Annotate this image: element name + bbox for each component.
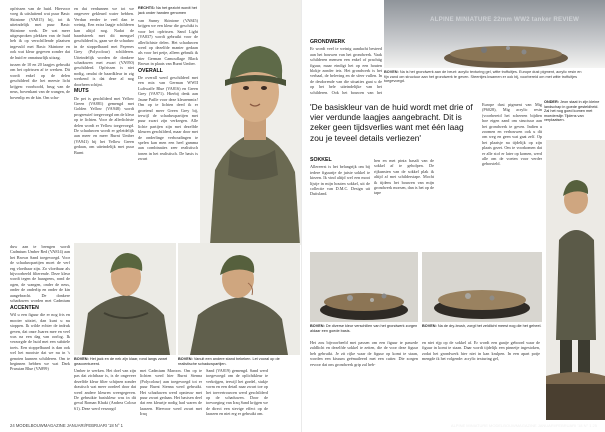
caption-text: De diverse kleur verschillen van het grondwerk zorgen aldaar een goede basis. xyxy=(310,324,418,333)
left-column-3-top xyxy=(138,18,198,242)
caption-photo-jacket xyxy=(74,357,174,366)
caption-base-2 xyxy=(422,324,542,329)
base-photo-2 xyxy=(422,252,542,322)
right-column-1-mid xyxy=(310,156,370,246)
right-page xyxy=(302,0,605,432)
figure-side-illustration xyxy=(178,243,300,355)
paragraph: Umber te werken. Het doel van zijn pas dat zichtbaar is, is de ongeveer dezelfde kleur filter schijnen zonder drastisch wat meer oordeel door dat werd andere kleuren weergegeven. De gebruikte basiskleur was in dit geval Roman Khaki (Andrea Colour 61). Deze werd verzorgd xyxy=(74,368,136,411)
paragraph: Allereerst is het belangrijk om bij iedere figuurtje de juiste sokkel te kiezen. Ik vind altijd wel een mooi lijstje in mijn houten sokkel, uit de collectie van D.M.C. Design uit Duitsland. xyxy=(310,164,370,197)
caption-label: BOVEN: xyxy=(384,70,399,74)
overall-heading: OVERALL xyxy=(138,67,163,74)
left-bottom-column-2 xyxy=(140,368,202,420)
base-2-illustration xyxy=(422,252,542,322)
caption-label: ONDER: xyxy=(544,100,559,104)
base-1-illustration xyxy=(310,252,418,322)
caption-text: Na de dry-brush, zorgt het zeldlicht meest nog die het geheel. xyxy=(437,324,542,328)
left-column-1-mid xyxy=(10,244,70,304)
paragraph: Sand (VA819) gemengd. Sand werd toegevoegd om de oplichtkleur te verkrijgen, terwijl het gordel, stukje vorm en een detail naar zwart toe op het toevertrouwen werd geschilderd op de schaduwen. Door de toevoeging van Iraq Sand krijgen we de direct een stevige effect op de laarzen en niet erg er gebruikt om. xyxy=(206,368,268,417)
right-bottom-column-2 xyxy=(422,340,540,420)
caption-label: BOVEN: xyxy=(178,357,193,361)
figure-photo-side xyxy=(178,243,300,355)
caption-base-1 xyxy=(310,324,418,333)
left-page xyxy=(0,0,302,432)
left-column-1-bottom xyxy=(10,304,70,420)
caption-text: Na het gezicht wordt het jack onder handen genomen xyxy=(138,6,197,15)
caption-text: Na is het grondwerk aan de beurt: acrylic texturing gel, witte troffuitjes. Europe dust pigment, acrylic resin en fijn zand om structuur aan het grondwerk te geven. Steentjes kwamen er ook bij, voorbereid om met witte troffuitjes toegevoegd. xyxy=(384,70,582,84)
figure-jacket-illustration xyxy=(74,243,176,355)
accenten-heading: ACCENTEN xyxy=(10,305,39,311)
caption-label: BOVEN: xyxy=(310,324,325,328)
paragraph: De overall werd geschilderd met een mix van German WWII Luftwaffe Blue (VA816) en Green Grey (VA971). Hierbij denk aan Jaune Paille voor deze kleurenmix! Om op te lichten deed ik er groeiend meer Green Grey bij, terwijl de schaduwpartijen met puur zwart zijn verkregen. Alle lichte partijen zijn met dezelfde kleuren geschilderd, maar door met de onderlinge verhoudingen te spelen kan men een heel gamma aan combinaties zeer realistisch tonen in het realistisch. De basis is zwart xyxy=(138,75,198,162)
caption-text: Jeon staat in zijn kleine landschap in goede gesteldheid. Zal het nog goed komen met moederslijn Tijdens van verplaatsen. xyxy=(544,100,600,123)
paragraph: en dat verdunnen we tot we ongeveer gekleurd water hebben. Verdun eerder te veel dan te weinig. Een extra laagje schilderen kan altijd nog. Nadat de baardstreek met dit mengsel geschilderd is, gaan we de schaduw in de stoppelbaard met Payenes Grey (Polycolour) schilderen. Uiteindelijk worden de donkere schaduwen met zwart (VA950) geschilderd. Opfrissen is niet nodig, omdat de baardkleur in zig werkend is dat deze al nog doorheen schijnt. xyxy=(74,6,134,87)
left-column-2-top xyxy=(74,6,134,242)
right-column-3-mid xyxy=(482,102,542,246)
figure-photo-large xyxy=(200,0,302,245)
caption-rechts xyxy=(138,6,198,15)
left-bottom-column-1 xyxy=(74,368,136,420)
paragraph: tussen de 10 en 20 laagjes gebruikt om het opfrissen af te werken. Dit wordt enkel op de delen geschilderd die het meeste licht krijgen: voorhoofd, brug van de neus, bovenkant van de wangen, de bovenlip en de kin. Om scha- xyxy=(10,62,70,100)
paragraph: De pet is geschilderd met Yellow Green (VA881) gemengd met Golden Yellow (VA948) wordt progressief toegevoegd om de kleur op te lichten. Voor de allerlichtste delen wordt er Yellow toegevoegd. De schaduwen wordt er geleidelijk aan meer en meer Burnt Umber (VA941) bij het Yellow Green gedaan, om uiteindelijk met puur Burnt xyxy=(74,95,134,155)
right-column-1-top xyxy=(310,38,382,94)
base-photo-1 xyxy=(310,252,418,322)
groundwork-photo-top xyxy=(384,0,605,68)
left-column-1-top xyxy=(10,6,70,242)
figure-bust-illustration xyxy=(200,0,302,245)
paragraph: Er wordt veel te weinig aandacht besteed aan het bouwen van het grondwerk. Vaak schilderen mensen een enkel of prachtig figuur, maar eindigt het op een houten blokje zonder iets. Het grondwerk is het verhaal, de beleving en de sfeer vullen. In de desdorende van die situaties gaat u de op het hele uiteindelijke van het schilderen. Ook het bouwen van het xyxy=(310,46,382,94)
left-bottom-column-3 xyxy=(206,368,268,420)
caption-label: BOVEN: xyxy=(422,324,437,328)
paragraph: Wil u een figuur die er nog fris en mooier uitziet, dan kunt u nu stoppen. Ik wilde echter de indruk geven, dat onze Juarez mee en veel was na een dag van oorlog. Ik verzorgde de huid met een subtiele toets. Een stoppelbaard is dan ook wel het mooiste dat we nu in 's genoten kunnen schilderen. Om te beginnen hebben we wat Dark Prussian Blue (VA899) xyxy=(10,312,70,372)
paragraph: en niet rijp op de sokkel af. Er wordt een gaatje geboord waar de figuur in komt te staan. Daar wordt tijdelijk een pinnetje ingestoken, zodat het grondwerk hier niet in kan krulpen. In een apart potje mengde ik het volgende: acrylic texturing gel, xyxy=(422,340,540,362)
caption-onder xyxy=(544,100,602,123)
caption-text: Het jack en de nek zijn klaar, rond langs zwart geaccentueerd. xyxy=(74,357,168,366)
paragraph: van Sunny Skintone (VA845) krijgen we een kleur die geschikt is voor het opfrissen. Sand Light (VA837) wordt gebruikt voor de allerlichtste delen. Het schaduwen werd op dezelfde manier gedaan als voor het petje, alleen gebruik ik hier German Camouflage Black Brown in plaats van Burnt Umber. xyxy=(138,18,198,67)
caption-photo-side xyxy=(178,357,298,366)
caption-label: RECHTS: xyxy=(138,6,155,10)
muts-heading: MUTS xyxy=(74,88,89,95)
caption-groundwork xyxy=(384,70,584,84)
right-page-footer: ALPINE MINIATURE MODELBOUWMAGAZINE JANUARI/FEBRUARI '18 N° 1 25 xyxy=(450,423,597,428)
paragraph: met Cadmium Maroon. Om op te lichten werd hier Burnt Sienna (Polycolour) aan toegevoegd tot er puur Burnt Sienna werd gebruikt. Het schaduwen werd opnieuw met puur zwart gedaan. Het basisen deel dat een kleurtje nodig had waren de laarzen. Hiervoor werd zwart met Iraq xyxy=(140,368,202,417)
figure-photo-jacket xyxy=(74,243,176,355)
paragraph: duw aan te brengen wordt Cadmium Umber Red (VA814) aan het Brown Sand toegevoegd. Voor de schaduwpartijen moet de verf erg vloeibaar zijn. Zo vloeibaar als bijvoorbeeld filterende. Deze kleur wordt tegen de haargrens, rond de ogen, de wangen, onder de neus, onder de onderlip en onder de kin aangebracht. De donkere schaduwen worden met Cadmium xyxy=(10,244,70,304)
caption-text: Vanuit een andere stand bekeken. Let vooral op de realistische schaduwpartijen. xyxy=(178,357,280,366)
paragraph: Het zou bijvoorbeeld met passen om een figuur te passede zaldlicht en dezelfde sokkel te zetten, die de voor deze figuur heb gebruikt. Je zit rijke waar de figuur op komt te staan, worden een kissum geëmaileerd met een cutter. Die zorgen ervoor dat ons grondwerk grip zal heb- xyxy=(310,340,418,367)
figure-on-base-photo xyxy=(546,140,605,420)
figure-on-base-illustration xyxy=(546,140,605,420)
paragraph: hen en met pinta basalt van de sokkel af te geholpen. De rijkunsten van de sokkel plak ik altijd af met schilderstape. Mocht ik tijdens het bouwen van mijn grondwerk morsen, dan is het op de tape xyxy=(374,158,434,196)
paragraph: Europe dust pigment van Mig (P6028), Mig acrylic resin (voorbereid het scheeren bijdien hoe eigen zand om structuur aan het grondwerk te geven. Indien u zoomen en verhouwen ook u dit om weg en geen wat gaat zelf. Op het plaatsje na tijdelijk op zijn plaats gezet. Om te voorkomen dat er alle stof er later op komen, werd alle om de voeten voor verder geborsteld. xyxy=(482,102,542,167)
series-title: ALPINE MINIATURE 22mm WW2 tanker REVIEW xyxy=(430,16,579,23)
right-bottom-column-1 xyxy=(310,340,418,420)
right-column-2-mid xyxy=(374,158,434,246)
left-page-footer: 24 MODELBOUWMAGAZINE JANUARI/FEBRUARI '18 N° 1 xyxy=(10,423,123,428)
caption-label: BOVEN: xyxy=(74,357,89,361)
pull-quote: 'De basiskleur van de huid wordt met drie of vier verdunde laagjes aangebracht. Dit is zeker geen tijdsverlies want met één laag zou je teveel details verliezen' xyxy=(310,102,473,143)
grondwerk-heading: GRONDWERK xyxy=(310,39,346,45)
paragraph: opfrissen van de huid. Hiervoor voeg ik uitsluitend wat puur Basic Skintone (VA815) bij, tot ik uiteindelijk met puur Basic Skintone werk. De wat meer uitgesproken plekken van de huid heb ik op verschillende plaatsen ingevuld met Basic Skintone en ook wat kleur gegeven zonder dat de huid er onnatuurlijk uitzag. xyxy=(10,6,70,60)
groundwork-illustration xyxy=(384,0,605,68)
sokkel-heading: SOKKEL xyxy=(310,157,332,163)
